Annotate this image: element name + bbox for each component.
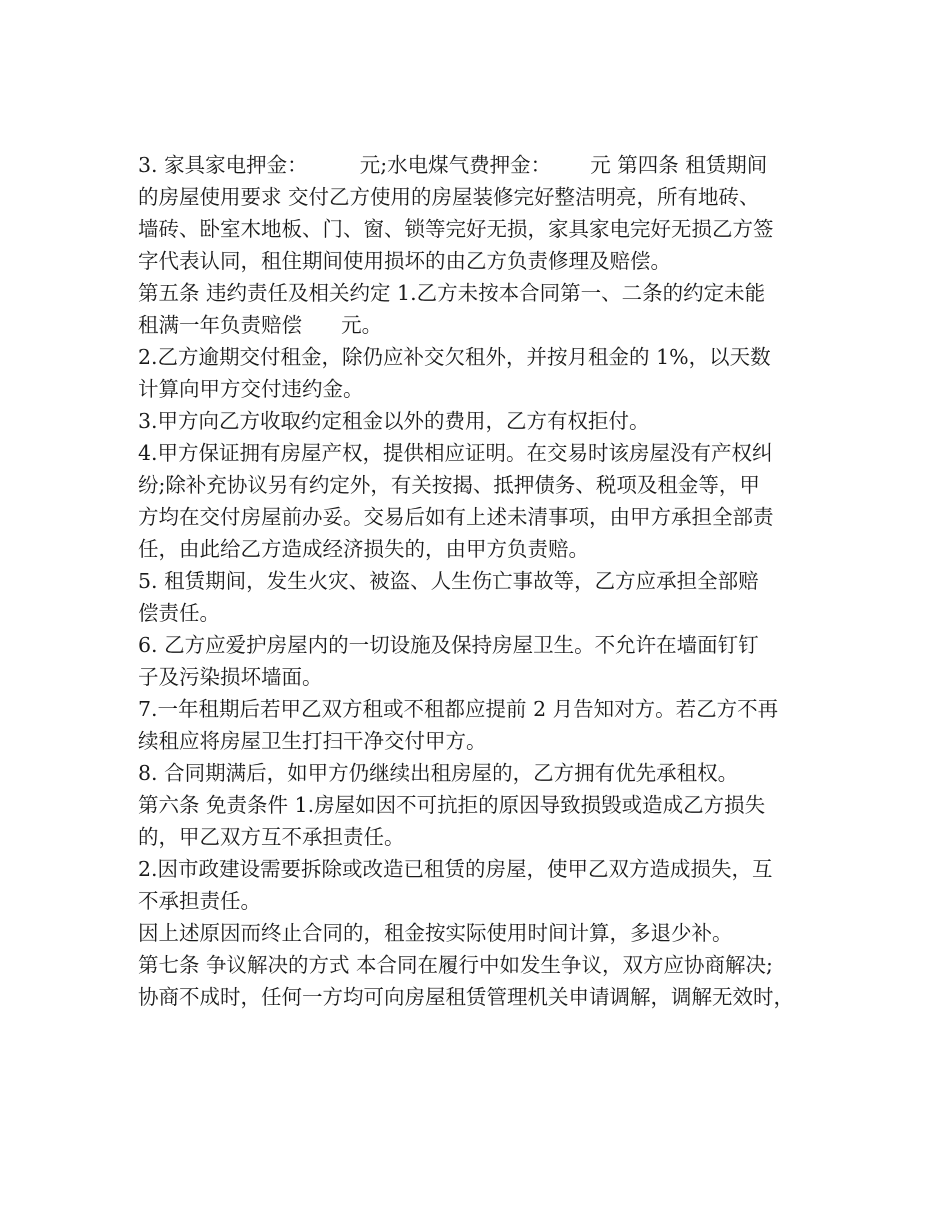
text-line: 计算向甲方交付违约金。 xyxy=(138,377,364,401)
text-line: 续租应将房屋卫生打扫干净交付甲方。 xyxy=(138,729,487,753)
text-line: 纷;除补充协议另有约定外，有关按揭、抵押债务、税项及租金等，甲 xyxy=(138,473,760,497)
text-line: 任，由此给乙方造成经济损失的，由甲方负责赔。 xyxy=(138,537,589,561)
text-line: 2.因市政建设需要拆除或改造已租赁的房屋，使甲乙双方造成损失，互 xyxy=(138,857,773,881)
text-line: 第七条 争议解决的方式 本合同在履行中如发生争议，双方应协商解决; xyxy=(138,953,773,977)
text-line: 的，甲乙双方互不承担责任。 xyxy=(138,825,405,849)
text-line: 7.一年租期后若甲乙双方租或不租都应提前 2 月告知对方。若乙方不再 xyxy=(138,697,779,721)
contract-text-body xyxy=(138,149,828,1013)
text-line: 6. 乙方应爱护房屋内的一切设施及保持房屋卫生。不允许在墙面钉钉 xyxy=(138,633,759,657)
text-line: 协商不成时，任何一方均可向房屋租赁管理机关申请调解，调解无效时， xyxy=(138,985,794,1009)
text-line: 8. 合同期满后，如甲方仍继续出租房屋的，乙方拥有优先承租权。 xyxy=(138,761,739,785)
text-line: 3. 家具家电押金： 元;水电煤气费押金： 元 第四条 租赁期间 xyxy=(138,153,768,177)
text-line: 5. 租赁期间，发生火灾、被盗、人生伤亡事故等，乙方应承担全部赔 xyxy=(138,569,759,593)
text-line: 因上述原因而终止合同的，租金按实际使用时间计算，多退少补。 xyxy=(138,921,733,945)
text-line: 第五条 违约责任及相关约定 1.乙方未按本合同第一、二条的约定未能 xyxy=(138,281,766,305)
text-line: 子及污染损坏墙面。 xyxy=(138,665,323,689)
text-line: 第六条 免责条件 1.房屋如因不可抗拒的原因导致损毁或造成乙方损失 xyxy=(138,793,766,817)
text-line: 3.甲方向乙方收取约定租金以外的费用，乙方有权拒付。 xyxy=(138,409,650,433)
text-line: 4.甲方保证拥有房屋产权，提供相应证明。在交易时该房屋没有产权纠 xyxy=(138,441,773,465)
text-line: 墙砖、卧室木地板、门、窗、锁等完好无损，家具家电完好无损乙方签 xyxy=(138,217,774,241)
text-line: 不承担责任。 xyxy=(138,889,261,913)
text-line: 方均在交付房屋前办妥。交易后如有上述未清事项，由甲方承担全部责 xyxy=(138,505,774,529)
text-line: 2.乙方逾期交付租金，除仍应补交欠租外，并按月租金的 1%，以天数 xyxy=(138,345,771,369)
text-line: 字代表认同，租住期间使用损坏的由乙方负责修理及赔偿。 xyxy=(138,249,671,273)
text-line: 租满一年负责赔偿 元。 xyxy=(138,313,383,337)
text-line: 偿责任。 xyxy=(138,601,220,625)
text-line: 的房屋使用要求 交付乙方使用的房屋装修完好整洁明亮，所有地砖、 xyxy=(138,185,760,209)
